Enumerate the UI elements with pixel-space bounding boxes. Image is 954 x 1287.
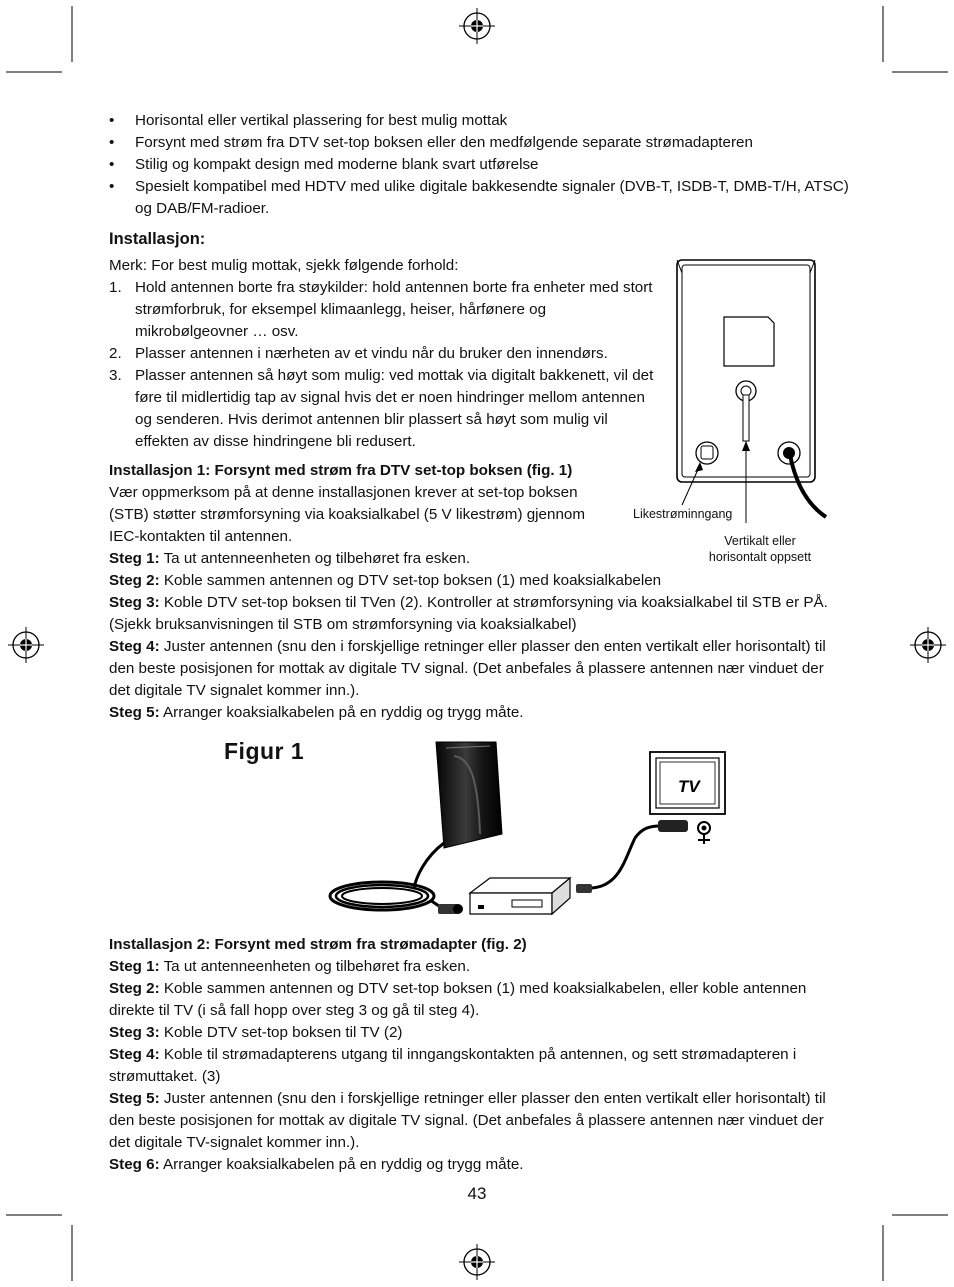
set-top-box-icon bbox=[470, 878, 570, 914]
figure1-illustration bbox=[320, 738, 730, 920]
installation-conditions bbox=[109, 255, 654, 453]
condition-item bbox=[109, 343, 654, 365]
step-label: Steg 2: bbox=[109, 572, 160, 589]
step-paragraph bbox=[109, 702, 849, 724]
installation1-intro-line3: IEC-kontakten til antennen. bbox=[109, 528, 293, 545]
step-text: Ta ut antenneenheten og tilbehøret fra esken. bbox=[159, 550, 471, 567]
step-text: Koble sammen antennen og DTV set-top boksen (1) med koaksialkabelen bbox=[159, 572, 662, 589]
feature-item bbox=[109, 132, 869, 154]
step-text: Koble DTV set-top boksen til TV (2) bbox=[159, 1024, 403, 1041]
bullet-mark: • bbox=[109, 156, 115, 173]
step-paragraph bbox=[109, 956, 849, 978]
cable-coil-icon bbox=[330, 882, 463, 914]
condition-text: Hold antennen borte fra støykilder: hold antennen borte fra enheter med stort strømforbruk, for eksempel klimaanlegg, heiser, hårfønere og mikrobølgeovner … osv. bbox=[135, 279, 653, 340]
step-label: Steg 3: bbox=[109, 1024, 160, 1041]
feature-item bbox=[109, 176, 869, 220]
step-paragraph bbox=[109, 592, 849, 636]
condition-item bbox=[109, 277, 654, 343]
condition-text: Plasser antennen i nærheten av et vindu når du bruker den innendørs. bbox=[135, 345, 608, 362]
registration-mark-bottom bbox=[459, 1244, 495, 1280]
step-paragraph bbox=[109, 978, 849, 1022]
step-paragraph bbox=[109, 1088, 849, 1154]
tv-icon bbox=[650, 752, 725, 844]
step-label: Steg 1: bbox=[109, 550, 160, 567]
step-text: Juster antennen (snu den i forskjellige retninger eller plasser den enten vertikalt eller horisontalt) til den beste posisjonen for mottak av digitale TV signal. (Det anbefales å plassere antennen nær vinduet der det digitale TV signalet kommer inn.). bbox=[109, 638, 826, 699]
step-label: Steg 4: bbox=[109, 1046, 160, 1063]
step-label: Steg 6: bbox=[109, 1156, 160, 1173]
antenna-icon bbox=[436, 742, 502, 848]
step-label: Steg 5: bbox=[109, 704, 160, 721]
feature-item bbox=[109, 154, 869, 176]
step-text: Koble DTV set-top boksen til TVen (2). Kontroller at strømforsyning via koaksialkabel til STB er PÅ. (Sjekk bruksanvisningen til STB om strømforsyning via koaksialkabel) bbox=[109, 594, 828, 633]
step-text: Juster antennen (snu den i forskjellige retninger eller plasser den enten vertikalt eller horisontalt) til den beste posisjonen for mottak av digitale TV signal. (Det anbefales å plassere antennen nær vinduet der det digitale TV-signalet kommer inn.). bbox=[109, 1090, 826, 1151]
step-text: Arranger koaksialkabelen på en ryddig og trygg måte. bbox=[159, 704, 524, 721]
condition-number: 2. bbox=[109, 345, 122, 362]
step-paragraph bbox=[109, 1044, 849, 1088]
page-number: 43 bbox=[467, 1184, 487, 1203]
installation1-intro-line1: Vær oppmerksom på at denne installasjonen krever at set-top boksen bbox=[109, 484, 578, 501]
bullet-mark: • bbox=[109, 112, 115, 129]
step-paragraph bbox=[109, 1022, 849, 1044]
installation-note: Merk: For best mulig mottak, sjekk følgende forhold: bbox=[109, 257, 459, 274]
registration-mark-left bbox=[8, 627, 44, 663]
installation-heading: Installasjon: bbox=[109, 230, 206, 248]
feature-item bbox=[109, 110, 869, 132]
step-label: Steg 1: bbox=[109, 958, 160, 975]
step-label: Steg 5: bbox=[109, 1090, 160, 1107]
bullet-mark: • bbox=[109, 134, 115, 151]
installation1-intro-line2: (STB) støtter strømforsyning via koaksialkabel (5 V likestrøm) gjennom bbox=[109, 506, 585, 523]
power-input-label: Likestrøminngang bbox=[633, 507, 733, 521]
orientation-label-line1: Vertikalt eller bbox=[724, 534, 796, 548]
feature-text: Stilig og kompakt design med moderne blank svart utførelse bbox=[135, 156, 539, 173]
step-paragraph bbox=[109, 1154, 849, 1176]
condition-text: Plasser antennen så høyt som mulig: ved mottak via digitalt bakkenett, vil det føre til midlertidig tap av signal hvis det er noen hindringer mellom antennen og senderen. Hvis derimot antennen blir plassert så høyt som mulig vil effekten av disse hindringene bli redusert. bbox=[135, 367, 654, 450]
step-text: Ta ut antenneenheten og tilbehøret fra esken. bbox=[159, 958, 471, 975]
step-text: Koble til strømadapterens utgang til inngangskontakten på antennen, og sett strømadapteren i strømuttaket. (3) bbox=[109, 1046, 797, 1085]
bullet-mark: • bbox=[109, 178, 115, 195]
registration-mark-right bbox=[910, 627, 946, 663]
installation1-steps bbox=[109, 548, 849, 724]
feature-list bbox=[109, 110, 869, 220]
feature-text: Forsynt med strøm fra DTV set-top boksen eller den medfølgende separate strømadapteren bbox=[135, 134, 753, 151]
step-paragraph bbox=[109, 548, 849, 570]
orientation-label-line2: horisontalt oppsett bbox=[708, 550, 812, 564]
feature-text: Spesielt kompatibel med HDTV med ulike digitale bakkesendte signaler (DVB-T, ISDB-T, DMB-T/H, ATSC) og DAB/FM-radioer. bbox=[135, 178, 849, 217]
registration-mark-top bbox=[459, 8, 495, 44]
condition-number: 3. bbox=[109, 367, 122, 384]
step-label: Steg 3: bbox=[109, 594, 160, 611]
installation1-heading: Installasjon 1: Forsynt med strøm fra DTV set-top boksen (fig. 1) bbox=[109, 462, 573, 479]
figure1-title: Figur 1 bbox=[224, 738, 305, 764]
step-paragraph bbox=[109, 636, 849, 702]
installation2-heading: Installasjon 2: Forsynt med strøm fra strømadapter (fig. 2) bbox=[109, 936, 527, 953]
step-label: Steg 4: bbox=[109, 638, 160, 655]
tv-label: TV bbox=[678, 777, 700, 796]
step-text: Koble sammen antennen og DTV set-top boksen (1) med koaksialkabelen, eller koble antennen direkte til TV (i så fall hopp over steg 3 og gå til steg 4). bbox=[109, 980, 807, 1019]
step-text: Arranger koaksialkabelen på en ryddig og trygg måte. bbox=[159, 1156, 524, 1173]
step-label: Steg 2: bbox=[109, 980, 160, 997]
feature-text: Horisontal eller vertikal plassering for best mulig mottak bbox=[135, 112, 508, 129]
installation2-section bbox=[109, 934, 849, 1176]
condition-number: 1. bbox=[109, 279, 122, 296]
step-paragraph bbox=[109, 570, 849, 592]
condition-item bbox=[109, 365, 654, 453]
antenna-back-diagram bbox=[628, 255, 833, 525]
